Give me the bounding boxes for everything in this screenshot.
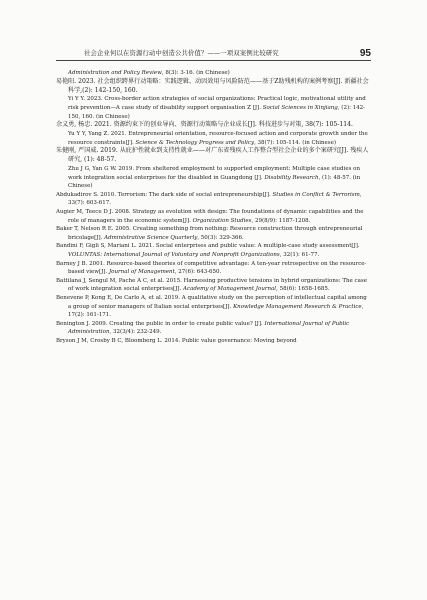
reference-entry (56, 95, 371, 121)
reference-text: Benington J. 2009. Creating the public in order to create public value? [J]. (56, 320, 265, 327)
reference-text: , (2): 142-150, 160. (in Chinese) (68, 105, 366, 120)
reference-list (56, 69, 371, 346)
running-header (56, 44, 371, 61)
reference-source-title: Social Sciences in Xinjiang (262, 105, 338, 111)
reference-source-title: VOLUNTAS: International Journal of Voluntary and Nonprofit Organizations (68, 252, 280, 259)
reference-entry (56, 69, 371, 78)
reference-text: 余义勇, 杨忠. 2021. 资源约束下的创业导向、资源行动策略与企业成长[J]. 科技进步与对策, 38(7): 105-114. (56, 121, 353, 129)
reference-text: 易艳阳. 2023. 社会组织跨界行动策略：实践逻辑、动因效用与风险防范——基于Z助残机构的案例考察[J]. 新疆社会科学,(2): 142-150, 160. (56, 77, 369, 94)
reference-text: , 8(3): 3-16. (in Chinese) (161, 70, 230, 76)
reference-source-title: Journal of Management (108, 269, 175, 276)
reference-entry (56, 294, 371, 320)
reference-text: , 33(7): 603-617. (68, 191, 362, 207)
reference-text: Benevene P, Kong E, De Carlo A, et al. 2019. A qualitative study on the perception of intellectual capital among a group of senior managers of Italian social enterprises[J]. (56, 295, 367, 310)
reference-source-title: Academy of Management Journal (183, 286, 277, 293)
reference-text: Abdukadirov S. 2010. Terrorism: The dark side of social entrepreneurship[J]. (56, 191, 273, 198)
reference-source-title: Science & Technology Progress and Policy (135, 139, 255, 146)
reference-text: , 32(1): 61-77. (279, 252, 320, 259)
reference-source-title: Knowledge Management Research & Practice (233, 303, 362, 310)
reference-entry (56, 78, 371, 96)
reference-text: 朱健刚, 严国威. 2019. 从庇护性就业到支持性就业——对广东省残疾人工作整合型社会企业的多个案研究[J]. 残疾人研究, (1): 48-57. (56, 147, 369, 164)
reference-text: , 38(7): 105-114. (in Chinese) (254, 139, 337, 146)
reference-entry (56, 277, 371, 294)
reference-text: , 17(2): 161-171. (68, 303, 364, 319)
reference-text: Zhu J G, Yan G W. 2019. From sheltered employment to supported employment: Multiple case studies on work integration social enterprises for the disabled in Guangdong [J]. (68, 166, 361, 181)
reference-text: , 50(3): 329-366. (197, 234, 244, 241)
reference-text: , 27(6): 643-650. (174, 269, 222, 276)
reference-text: , 32(3/4): 232-249. (109, 329, 162, 336)
reference-entry (56, 242, 371, 259)
reference-text: Yu Y Y, Yang Z. 2021. Entrepreneurial orientation, resource-focused action and corporate growth under the resource constraints[J]. (68, 131, 368, 146)
reference-source-title: International Journal of Public Administration (68, 320, 350, 336)
page-number: 95 (359, 48, 371, 59)
reference-text: Baker T, Nelson R E. 2005. Creating something from nothing: Resource construction through entrepreneurial bricolage[J]. (56, 226, 363, 241)
reference-entry (56, 147, 371, 165)
reference-text: Bandini F, Gigli S, Mariani L. 2021. Social enterprises and public value: A multiple-case study assessment[J]. (56, 243, 360, 250)
reference-entry (56, 225, 371, 242)
reference-entry (56, 121, 371, 130)
reference-text: Bryson J M, Crosby B C, Bloomberg L. 2014. Public value governance: Moving beyond (56, 337, 297, 344)
reference-text: Augier M, Teece D J. 2008. Strategy as evolution with design: The foundations of dynamic capabilities and the role of managers in the economic system[J]. (56, 209, 364, 224)
reference-entry (56, 130, 371, 147)
reference-entry (56, 165, 371, 191)
reference-source-title: Studies in Conflict & Terrorism (272, 191, 360, 198)
running-title: 社会企业何以在资源行动中创造公共价值？——一项双案例比较研究 (84, 50, 279, 57)
reference-source-title: Organization Studies (192, 217, 252, 224)
reference-text: Barney J B. 2001. Resource-based theories of competitive advantage: A ten-year retrospective on the resource-based view[J]. (56, 260, 367, 276)
reference-source-title: Administration and Policy Review (68, 70, 162, 76)
reference-entry (56, 260, 371, 277)
reference-entry (56, 320, 371, 337)
reference-text: , (1): 48-57. (in Chinese) (68, 174, 361, 190)
reference-source-title: Disability Research (264, 174, 319, 181)
reference-entry (56, 337, 371, 346)
reference-text: , 58(6): 1658-1685. (276, 286, 330, 293)
reference-source-title: Administrative Science Quarterly (104, 234, 198, 241)
reference-text: , 29(8/9): 1187-1208. (251, 217, 311, 224)
reference-text: Yi Y Y. 2023. Cross-border action strategies of social organizations: Practical logic, motivational utility and risk prevention—A case study of disability support organisation Z [J]. (68, 96, 366, 111)
reference-text: Battilana J, Sengul M, Pache A C, et al. 2015. Harnessing productive tensions in hybrid organizations: The case of work integration social enterprises[J]. (56, 277, 367, 293)
reference-entry (56, 208, 371, 225)
reference-entry (56, 191, 371, 208)
